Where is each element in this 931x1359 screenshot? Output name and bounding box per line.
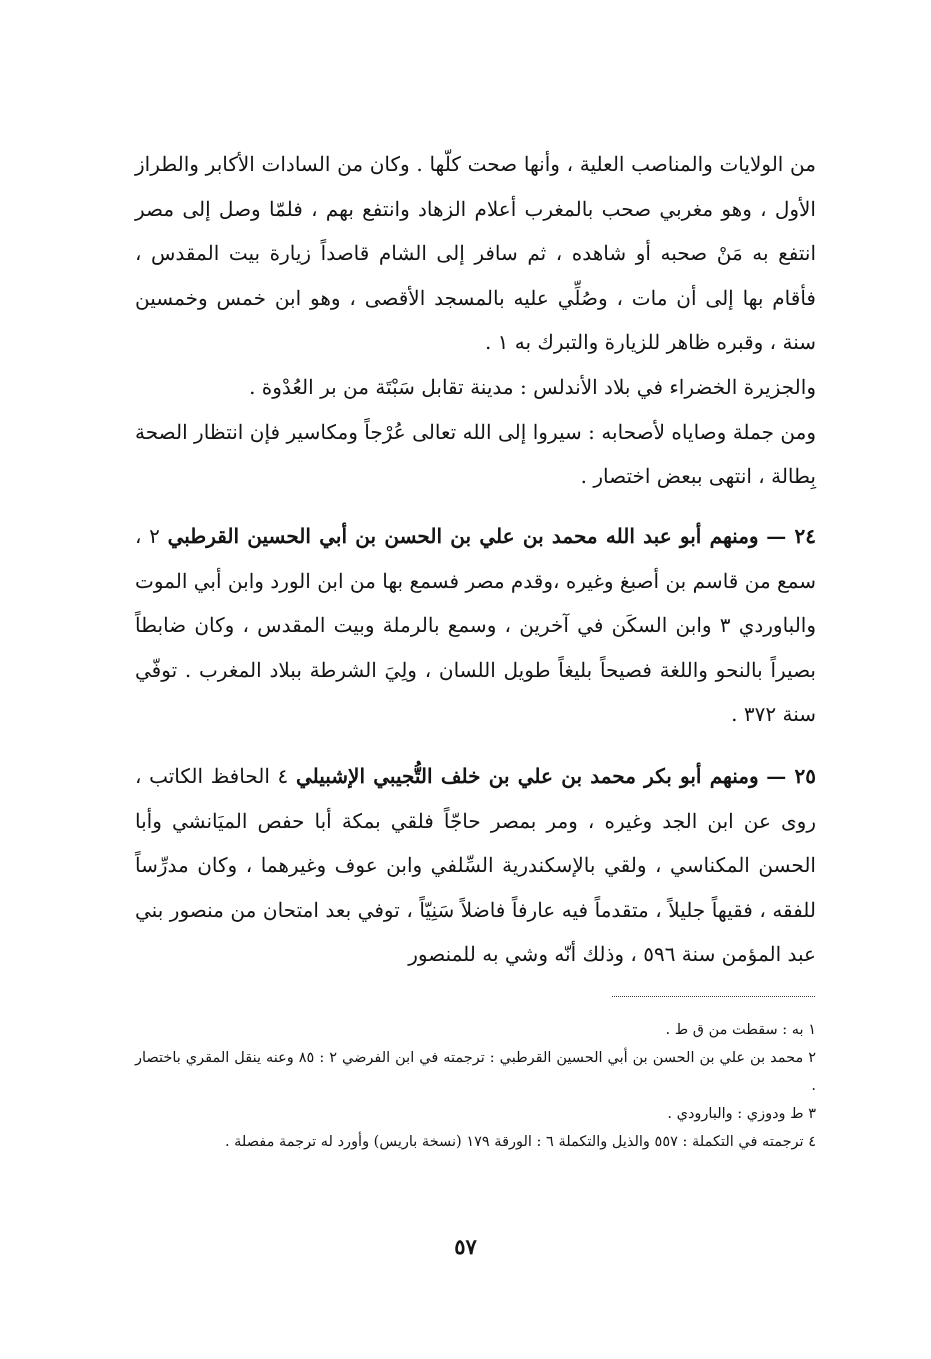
entry-24-footnote-ref: ٢ ، bbox=[135, 524, 160, 548]
entry-24-text: سمع من قاسم بن أصبغ وغيره ،وقدم مصر فسمع بها من ابن الورد وابن أبي الموت والباوردي ٣ وابن السكَن في آخرين ، وسمع بالرملة وبيت المقدس ، وكان ضابطاً بصيراً بالنحو واللغة فصيحاً بليغاً طويل اللسان ، ولِيَ الشرطة ببلاد المغرب . توفّي سنة ٣٧٢ . bbox=[135, 568, 817, 727]
entry-24-number: ٢٤ — bbox=[766, 524, 817, 548]
footnote-separator bbox=[612, 996, 815, 997]
paragraph-biography-continuation: من الولايات والمناصب العلية ، وأنها صحت كلّها . وكان من السادات الأكابر والطراز الأول ، وهو مغربي صحب بالمغرب أعلام الزهاد وانتفع بهم ، فلمّا وصل إلى مصر انتفع به مَنْ صحبه أو شاهده ، ثم سافر إلى الشام قاصداً زيارة بيت المقدس ، فأقام بها إلى أن مات ، وصُلِّي عليه بالمسجد الأقصى ، وهو ابن خمس وخمسين سنة ، وقبره ظاهر للزيارة والتبرك به ١ . bbox=[135, 152, 816, 355]
paragraph-green-island-note: والجزيرة الخضراء في بلاد الأندلس : مدينة تقابل سَبْتَة من بر العُدْوة . bbox=[249, 374, 816, 399]
footnote-1: ١ به : سقطت من ق ط . bbox=[665, 1022, 816, 1038]
entry-25-text: الحافظ الكاتب ، روى عن ابن الجد وغيره ، ومر بمصر حاجّاً فلقي بمكة أبا حفص الميَانشي وأبا الحسن المكناسي ، ولقي بالإسكندرية السِّلفي وابن عوف وغيرهما ، وكان مدرِّساً للفقه ، فقيهاً جليلاً ، متقدماً فيه عارفاً فاضلاً سَنِيّاً ، توفي بعد امتحان من منصور بني عبد المؤمن سنة ٥٩٦ ، وذلك أنّه وشي به للمنصور bbox=[135, 764, 816, 967]
paragraph-advice-quote: ومن جملة وصاياه لأصحابه : سيروا إلى الله تعالى عُرْجاً ومكاسير فإن انتظار الصحة بِطالة ، انتهى ببعض اختصار . bbox=[135, 419, 816, 489]
entry-25-paragraph bbox=[135, 754, 816, 977]
footnotes bbox=[135, 1016, 816, 1156]
entry-24 bbox=[135, 514, 816, 737]
footnote-2: ٢ محمد بن علي بن الحسن بن أبي الحسين القرطبي : ترجمته في ابن الفرضي ٢ : ٨٥ وعنه ينقل المقري باختصار . bbox=[135, 1050, 816, 1094]
entry-24-heading: ومنهم أبو عبد الله محمد بن علي بن الحسن بن أبي الحسين القرطبي bbox=[167, 524, 759, 548]
page-number: ٥٧ bbox=[454, 1234, 477, 1259]
footnote-4: ٤ ترجمته في التكملة : ٥٥٧ والذيل والتكملة ٦ : الورقة ١٧٩ (نسخة باريس) وأورد له ترجمة مفصلة . bbox=[224, 1134, 816, 1150]
entry-24-paragraph bbox=[135, 514, 816, 737]
entry-25-heading: ومنهم أبو بكر محمد بن علي بن خلف التُّجيبي الإشبيلي bbox=[295, 764, 759, 788]
opening-section bbox=[135, 142, 816, 499]
entry-25 bbox=[135, 754, 816, 977]
entry-25-number: ٢٥ — bbox=[766, 764, 817, 788]
footnote-3: ٣ ط ودوزي : والبارودي . bbox=[667, 1106, 816, 1122]
entry-25-footnote-ref: ٤ bbox=[277, 764, 289, 788]
